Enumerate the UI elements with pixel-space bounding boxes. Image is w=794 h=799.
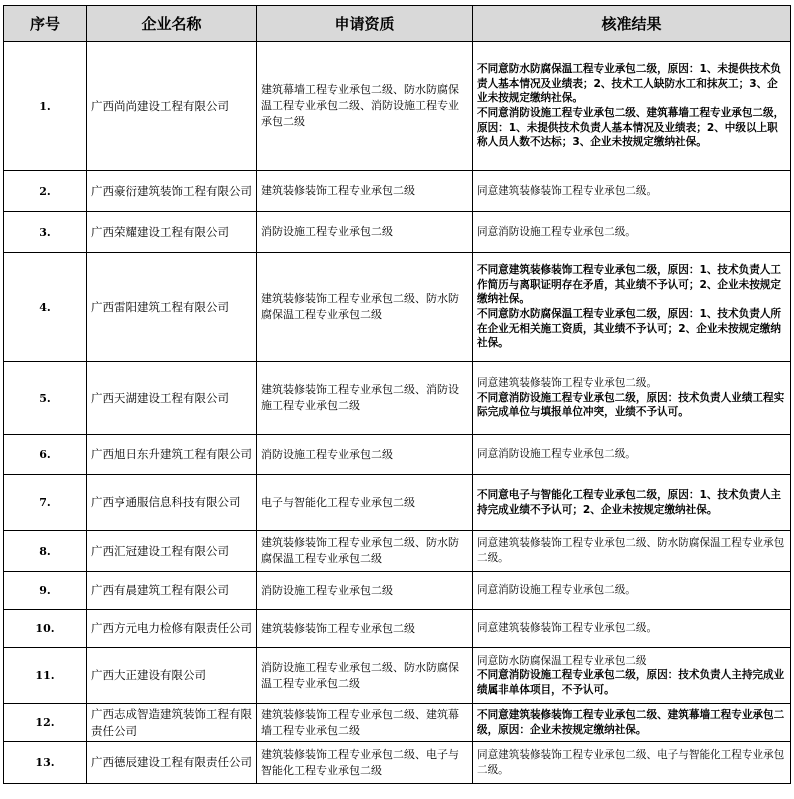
row-result [473,171,791,212]
row-company: 广西汇冠建设工程有限公司 [87,531,257,572]
result-rejected-text: 不同意防水防腐保温工程专业承包二级，原因：1、未提供技术负责人基本情况及业绩表；2、技术工人缺防水工和抹灰工；3、企业未按规定缴纳社保。 [477,63,781,105]
row-company: 广西德辰建设工程有限责任公司 [87,742,257,784]
row-seq: 11. [4,648,87,704]
table-row [4,610,791,648]
row-qualification: 建筑装修装饰工程专业承包二级、电子与智能化工程专业承包二级 [257,742,473,784]
row-company: 广西志成智造建筑装饰工程有限责任公司 [87,704,257,742]
row-company: 广西有晨建筑工程有限公司 [87,572,257,610]
header-seq: 序号 [4,6,87,42]
approval-results-table [3,5,791,784]
header-qualification: 申请资质 [257,6,473,42]
row-qualification: 建筑装修装饰工程专业承包二级、防水防腐保温工程专业承包二级 [257,253,473,362]
table-row [4,475,791,531]
table-row [4,42,791,171]
row-qualification: 消防设施工程专业承包二级 [257,435,473,475]
table-row [4,531,791,572]
result-approved-text: 同意建筑装修装饰工程专业承包二级。 [477,622,658,635]
result-approved-text: 同意建筑装修装饰工程专业承包二级、电子与智能化工程专业承包二级。 [477,748,785,776]
row-result [473,475,791,531]
result-rejected-text: 不同意消防设施工程专业承包二级，原因：技术负责人业绩工程实际完成单位与填报单位冲突，业绩不予认可。 [477,391,785,419]
row-company: 广西尚尚建设工程有限公司 [87,42,257,171]
result-rejected-text: 不同意消防设施工程专业承包二级，原因：技术负责人主持完成业绩属非单体项目，不予认可。 [477,669,785,696]
result-rejected-text: 不同意建筑装修装饰工程专业承包二级，原因：1、技术负责人工作简历与离职证明存在矛盾，其业绩不予认可；2、企业未按规定缴纳社保。 [477,264,781,306]
row-result [473,610,791,648]
row-seq: 9. [4,572,87,610]
table-row [4,171,791,212]
row-result [473,742,791,784]
table-body [4,42,791,784]
row-seq: 12. [4,704,87,742]
table-row [4,648,791,704]
row-company: 广西方元电力检修有限责任公司 [87,610,257,648]
result-approved-text: 同意消防设施工程专业承包二级。 [477,225,636,238]
row-company: 广西雷阳建筑工程有限公司 [87,253,257,362]
row-result [473,435,791,475]
result-rejected-text: 不同意消防设施工程专业承包二级、建筑幕墙工程专业承包二级，原因：1、未提供技术负责人基本情况及业绩表；2、中级以上职称人员人数不达标；3、企业未按规定缴纳社保。 [477,107,785,149]
table-row [4,212,791,253]
result-rejected-text: 不同意电子与智能化工程专业承包二级，原因：1、技术负责人主持完成业绩不予认可；2、企业未按规定缴纳社保。 [477,488,781,516]
row-seq: 5. [4,362,87,435]
row-qualification: 建筑装修装饰工程专业承包二级、防水防腐保温工程专业承包二级 [257,531,473,572]
table-row [4,704,791,742]
row-result [473,572,791,610]
row-seq: 4. [4,253,87,362]
row-qualification: 建筑装修装饰工程专业承包二级 [257,171,473,212]
row-qualification: 电子与智能化工程专业承包二级 [257,475,473,531]
row-result [473,648,791,704]
row-seq: 13. [4,742,87,784]
result-approved-text: 同意消防设施工程专业承包二级。 [477,448,636,461]
table-row [4,742,791,784]
row-result [473,362,791,435]
row-company: 广西荣耀建设工程有限公司 [87,212,257,253]
row-seq: 3. [4,212,87,253]
result-approved-text: 同意建筑装修装饰工程专业承包二级。 [477,184,658,197]
row-company: 广西大正建设有限公司 [87,648,257,704]
row-qualification: 建筑幕墙工程专业承包二级、防水防腐保温工程专业承包二级、消防设施工程专业承包二级 [257,42,473,171]
table-row [4,572,791,610]
row-seq: 8. [4,531,87,572]
result-approved-text: 同意防水防腐保温工程专业承包二级 [477,654,647,667]
row-company: 广西天湖建设工程有限公司 [87,362,257,435]
row-seq: 10. [4,610,87,648]
row-company: 广西豪衍建筑装饰工程有限公司 [87,171,257,212]
result-rejected-text: 不同意建筑装修装饰工程专业承包二级、建筑幕墙工程专业承包二级，原因：企业未按规定缴纳社保。 [477,708,785,736]
row-company: 广西旭日东升建筑工程有限公司 [87,435,257,475]
header-row [4,6,791,42]
row-seq: 2. [4,171,87,212]
result-rejected-text: 不同意防水防腐保温工程专业承包二级，原因：1、技术负责人所在企业无相关施工资质，其业绩不予认可；2、企业未按规定缴纳社保。 [477,308,781,350]
row-seq: 6. [4,435,87,475]
row-qualification: 消防设施工程专业承包二级 [257,572,473,610]
table-row [4,253,791,362]
result-approved-text: 同意建筑装修装饰工程专业承包二级。 [477,377,658,390]
row-seq: 1. [4,42,87,171]
table-row [4,435,791,475]
table-row [4,362,791,435]
row-result [473,253,791,362]
row-seq: 7. [4,475,87,531]
result-approved-text: 同意消防设施工程专业承包二级。 [477,584,636,597]
row-result [473,531,791,572]
row-qualification: 建筑装修装饰工程专业承包二级、建筑幕墙工程专业承包二级 [257,704,473,742]
row-qualification: 消防设施工程专业承包二级 [257,212,473,253]
result-approved-text: 同意建筑装修装饰工程专业承包二级、防水防腐保温工程专业承包二级。 [477,537,785,564]
row-qualification: 建筑装修装饰工程专业承包二级 [257,610,473,648]
header-company: 企业名称 [87,6,257,42]
row-qualification: 建筑装修装饰工程专业承包二级、消防设施工程专业承包二级 [257,362,473,435]
row-qualification: 消防设施工程专业承包二级、防水防腐保温工程专业承包二级 [257,648,473,704]
row-result [473,704,791,742]
row-result [473,42,791,171]
row-company: 广西亨通服信息科技有限公司 [87,475,257,531]
row-result [473,212,791,253]
header-result: 核准结果 [473,6,791,42]
